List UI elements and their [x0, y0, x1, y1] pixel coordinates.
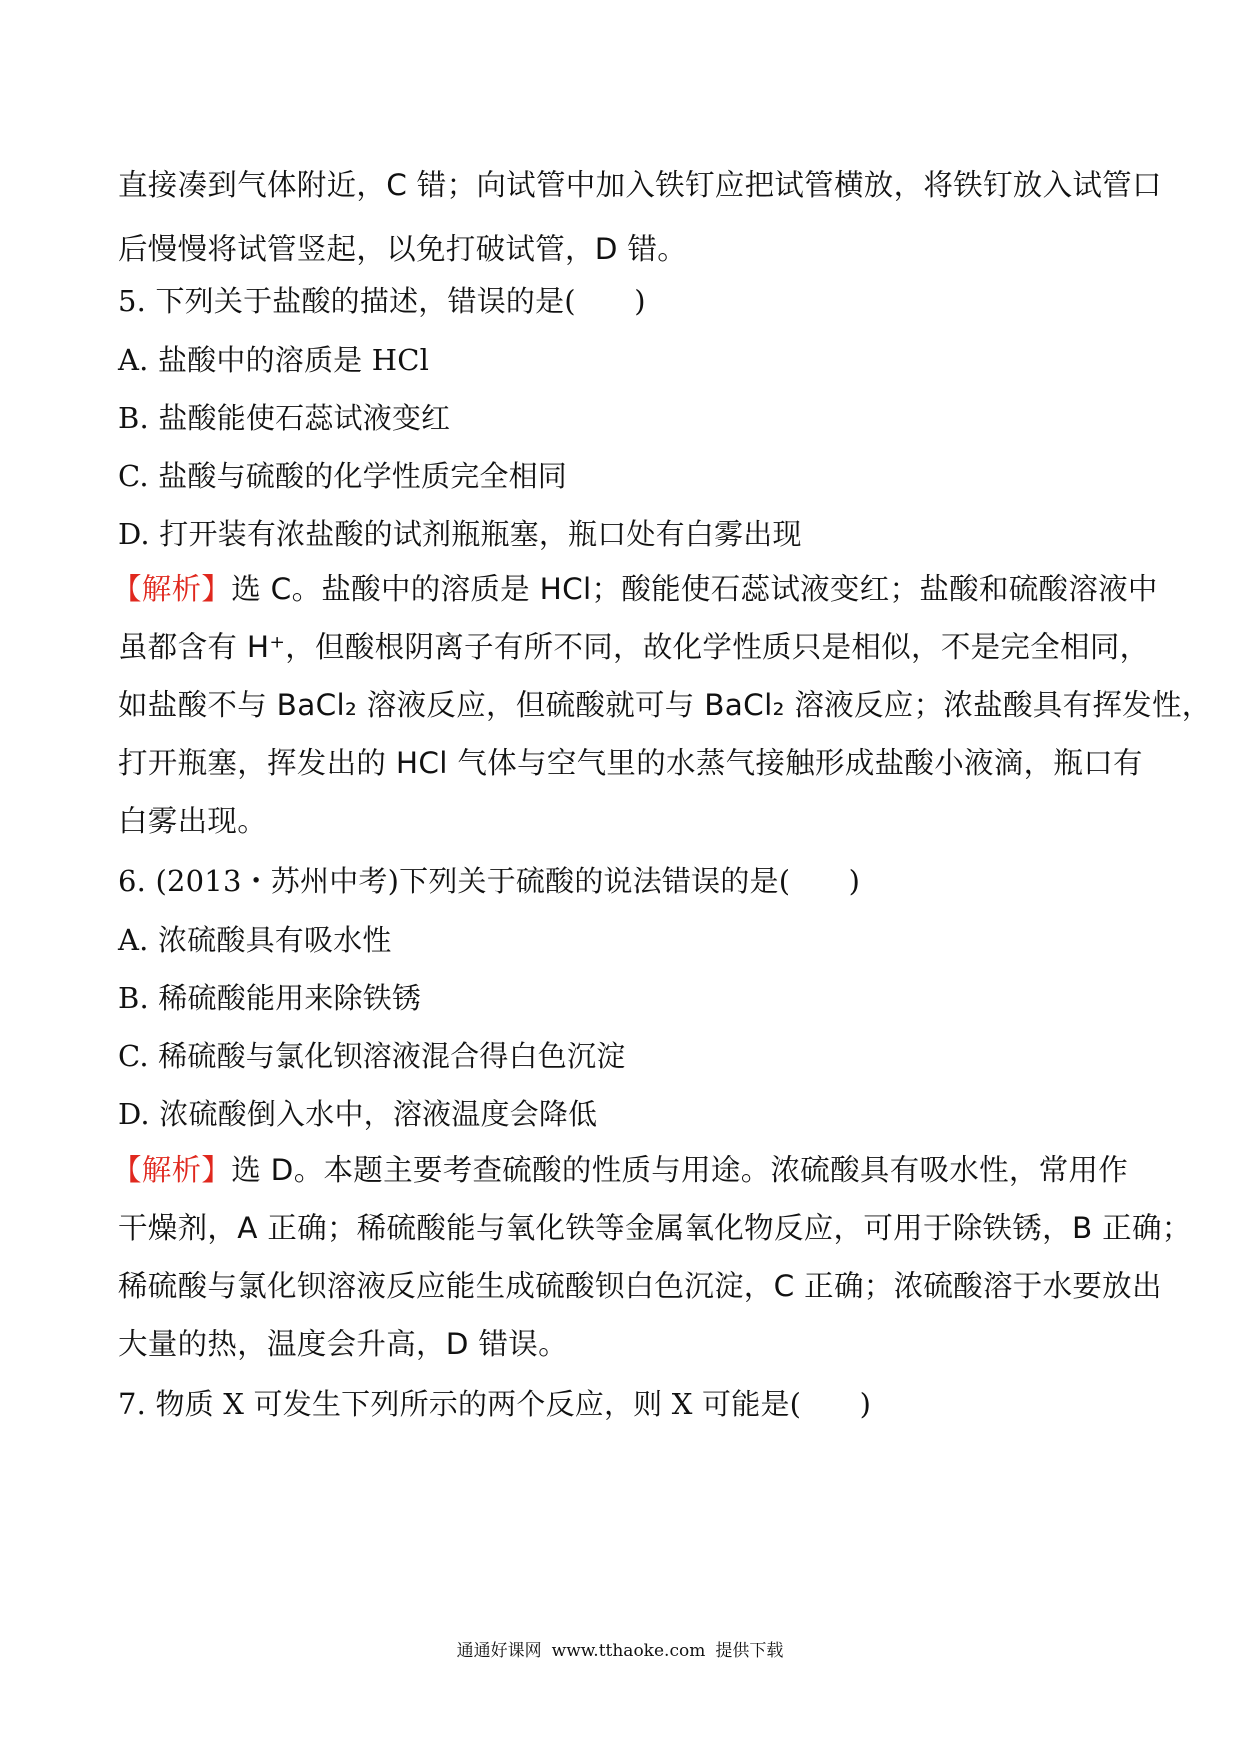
question-5-option-c: C. 盐酸与硫酸的化学性质完全相同 [118, 459, 567, 493]
footer-note: 提供下载 [715, 1641, 784, 1661]
question-5-analysis-line: 白雾出现。 [118, 804, 268, 838]
explanation-line: 直接凑到气体附近，C 错；向试管中加入铁钉应把试管横放，将铁钉放入试管口 [118, 168, 1162, 202]
question-5-option-b: B. 盐酸能使石蕊试液变红 [118, 401, 451, 435]
question-6-analysis-line: 大量的热，温度会升高，D 错误。 [118, 1327, 568, 1361]
footer-url[interactable]: www.tthaoke.com [551, 1641, 706, 1661]
question-5-stem: 5. 下列关于盐酸的描述，错误的是( ) [118, 284, 646, 318]
explanation-line: 后慢慢将试管竖起，以免打破试管，D 错。 [118, 232, 688, 266]
question-5-analysis-line: 如盐酸不与 BaCl₂ 溶液反应，但硫酸就可与 BaCl₂ 溶液反应；浓盐酸具有挥发性， [118, 688, 1212, 722]
analysis-tag: 【解析】 [112, 572, 232, 606]
question-6-option-b: B. 稀硫酸能用来除铁锈 [118, 981, 422, 1015]
analysis-text: 选 C。盐酸中的溶质是 HCl；酸能使石蕊试液变红；盐酸和硫酸溶液中 [231, 572, 1158, 606]
question-5-analysis-line: 打开瓶塞，挥发出的 HCl 气体与空气里的水蒸气接触形成盐酸小液滴，瓶口有 [118, 746, 1143, 780]
question-6-analysis-line [112, 1147, 1129, 1189]
question-6-option-c: C. 稀硫酸与氯化钡溶液混合得白色沉淀 [118, 1039, 626, 1073]
question-6-analysis-line: 稀硫酸与氯化钡溶液反应能生成硫酸钡白色沉淀，C 正确；浓硫酸溶于水要放出 [118, 1269, 1162, 1303]
question-6-option-d: D. 浓硫酸倒入水中，溶液温度会降低 [118, 1097, 598, 1131]
question-5-analysis-line: 虽都含有 H⁺，但酸根阴离子有所不同，故化学性质只是相似，不是完全相同， [118, 630, 1150, 664]
question-5-option-a: A. 盐酸中的溶质是 HCl [118, 343, 430, 377]
page-footer [0, 1636, 1240, 1661]
question-7-stem: 7. 物质 X 可发生下列所示的两个反应，则 X 可能是( ) [118, 1387, 872, 1421]
analysis-tag: 【解析】 [112, 1153, 232, 1187]
question-6-option-a: A. 浓硫酸具有吸水性 [118, 923, 392, 957]
question-6-stem: 6. (2013・苏州中考)下列关于硫酸的说法错误的是( ) [118, 864, 861, 898]
question-5-analysis-line [112, 566, 1158, 608]
analysis-text: 选 D。本题主要考查硫酸的性质与用途。浓硫酸具有吸水性，常用作 [231, 1153, 1129, 1187]
footer-site-name: 通通好课网 [456, 1641, 542, 1661]
question-6-analysis-line: 干燥剂，A 正确；稀硫酸能与氧化铁等金属氧化物反应，可用于除铁锈，B 正确； [118, 1211, 1192, 1245]
question-5-option-d: D. 打开装有浓盐酸的试剂瓶瓶塞，瓶口处有白雾出现 [118, 517, 802, 551]
